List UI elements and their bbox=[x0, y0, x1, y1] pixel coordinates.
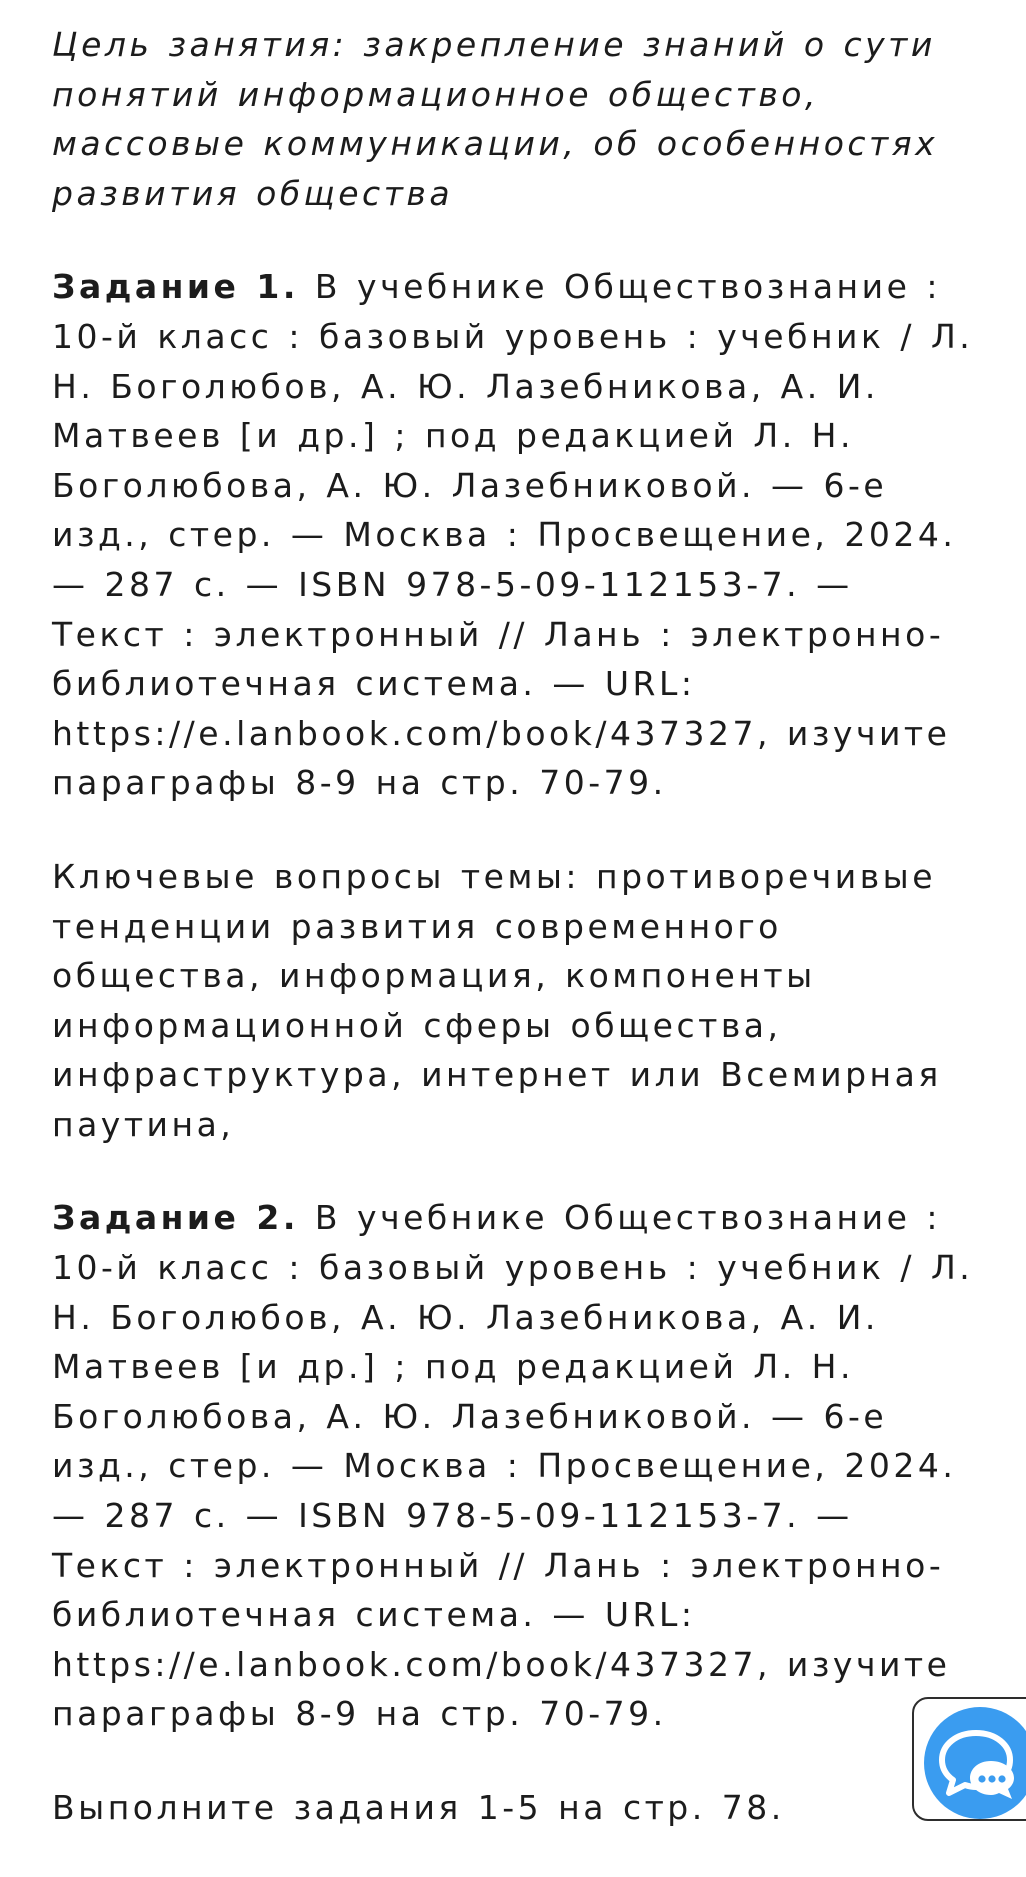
chat-bubbles-icon bbox=[924, 1707, 1026, 1819]
chat-widget-button[interactable] bbox=[912, 1697, 1026, 1821]
task-1-text: В учебнике Обществознание : 10-й класс : базовый уровень : учебник / Л. Н. Боголюбов, А. Ю. Лазебникова, А. И. Матвеев [и др.] ; под редакцией Л. Н. Боголюбова, А. Ю. Лазебниковой. — 6-е изд., стер. — Москва : Просвещение, 2024. — 287 с. — ISBN 978-5-09-112153-7. — Текст : электронный // Лань : электронно-библиотечная система. — URL: https://e.lanbook.com/book/437327, изучите параграфы 8-9 на стр. 70-79. bbox=[52, 267, 974, 803]
key-questions: Ключевые вопросы темы: противоречивые тенденции развития современного общества, информация, компоненты информационной сферы общества, инфраструктура, интернет или Всемирная паутина, bbox=[52, 856, 942, 1144]
task-2 bbox=[52, 1193, 982, 1739]
task-2-label: Задание 2. bbox=[52, 1198, 299, 1238]
task-1 bbox=[52, 262, 982, 808]
task-2-text: В учебнике Обществознание : 10-й класс : базовый уровень : учебник / Л. Н. Боголюбов, А. Ю. Лазебникова, А. И. Матвеев [и др.] ; под редакцией Л. Н. Боголюбова, А. Ю. Лазебниковой. — 6-е изд., стер. — Москва : Просвещение, 2024. — 287 с. — ISBN 978-5-09-112153-7. — Текст : электронный // Лань : электронно-библиотечная система. — URL: https://e.lanbook.com/book/437327, изучите параграфы 8-9 на стр. 70-79. bbox=[52, 1198, 974, 1734]
task-1-label: Задание 1. bbox=[52, 267, 299, 307]
lesson-goal: Цель занятия: закрепление знаний о сути понятий информационное общество, массовые коммуникации, об особенностях развития общества bbox=[52, 25, 939, 213]
lesson-content bbox=[52, 20, 982, 1877]
instruction: Выполните задания 1-5 на стр. 78. bbox=[52, 1788, 785, 1827]
